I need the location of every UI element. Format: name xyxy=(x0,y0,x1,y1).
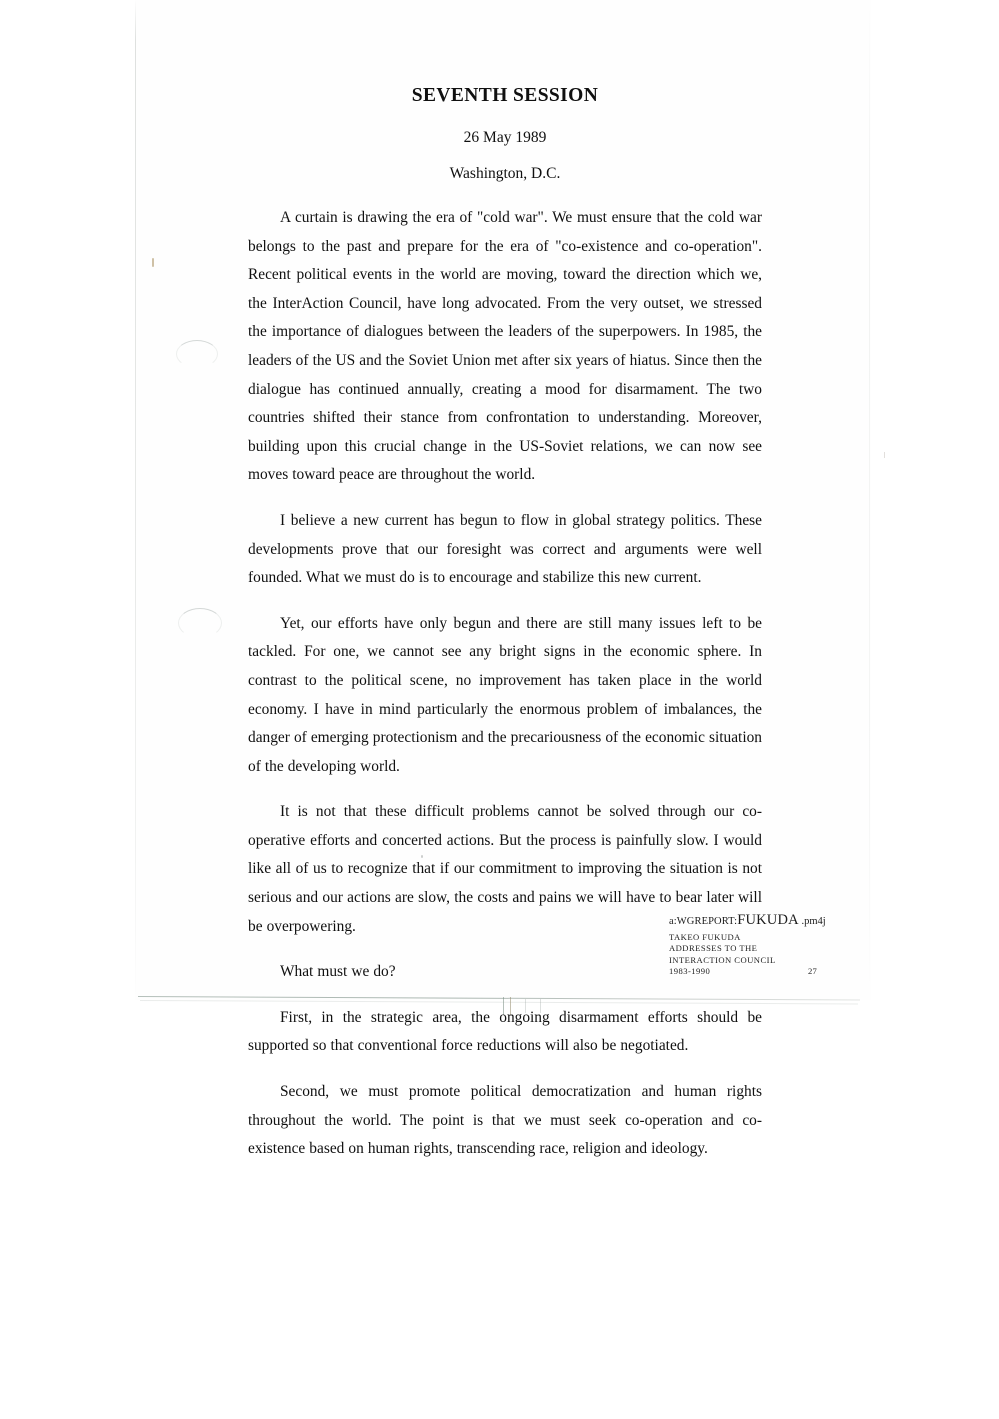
page-edge-right xyxy=(869,0,870,996)
file-path-extension: .pm4j xyxy=(798,916,826,927)
page-curl-artifact xyxy=(178,608,222,638)
footer-series-line-2: INTERACTION COUNCIL xyxy=(669,954,776,965)
session-location: Washington, D.C. xyxy=(449,165,561,182)
document-text-block xyxy=(248,0,762,1164)
footer-author: TAKEO FUKUDA xyxy=(669,932,741,942)
page-number: 27 xyxy=(808,966,817,977)
page-edge-left xyxy=(135,0,136,1000)
scan-speck xyxy=(152,258,154,267)
body-paragraph: It is not that these difficult problems cannot be solved through our co-operative efforts and concerted actions. But the process is painfully slow. I would like all of us to recognize that if our commitment to improving the situation is not serious and our actions are slow, the costs and pains we will have to bear later will be overpowering. xyxy=(248,803,762,935)
body-paragraph: First, in the strategic area, the ongoing disarmament efforts should be supported so that conventional force reductions will also be negotiated. xyxy=(248,1008,762,1055)
publication-reference xyxy=(669,932,869,978)
scan-speck xyxy=(884,452,885,458)
body-paragraph: Yet, our efforts have only begun and there are still many issues left to be tackled. For one, we cannot see any bright signs in the economic sphere. In contrast to the political scene, no improvement has taken place in the world economy. I have in mind particularly the enormous problem of imbalances, the danger of emerging protectionism and the precariousness of the economic situation of the developing world. xyxy=(248,614,762,775)
footer-years: 1983-1990 xyxy=(669,966,711,977)
footer-series-line-1: ADDRESSES TO THE xyxy=(669,943,758,954)
file-path-stamp xyxy=(669,913,869,929)
body-paragraph: A curtain is drawing the era of "cold war". We must ensure that the cold war belongs to the past and prepare for the era of "co-existence and co-operation". Recent political events in the world are moving, toward the direction which we, the InterAction Council, have long advocated. From the very outset, we stressed the importance of dialogues between the leaders of the superpowers. In 1985, the leaders of the US and the Soviet Union met after six years of hiatus. Since then the dialogue has continued annually, creating a mood for disarmament. The two countries shifted their stance from confrontation to understanding. Moreover, building upon this crucial change in the US-Soviet relations, we can now see moves toward peace are throughout the world. xyxy=(248,209,762,484)
session-date: 26 May 1989 xyxy=(463,129,547,146)
page-curl-artifact xyxy=(176,340,218,368)
body-paragraph: Second, we must promote political democratization and human rights throughout the world. The point is that we must seek co-operation and co-existence based on human rights, transcending race, religion and ideology. xyxy=(248,1083,762,1158)
file-path-prefix: a:WGREPORT: xyxy=(669,916,738,927)
file-path-name: FUKUDA xyxy=(737,912,799,928)
footer-stamp-block xyxy=(669,913,869,978)
page-title: SEVENTH SESSION xyxy=(411,85,599,106)
body-paragraph: I believe a new current has begun to flow in global strategy politics. These developments prove that our foresight was correct and arguments were well founded. What we must do is to encourage and stabilize this new current. xyxy=(248,511,762,587)
body-paragraph: What must we do? xyxy=(280,963,396,981)
